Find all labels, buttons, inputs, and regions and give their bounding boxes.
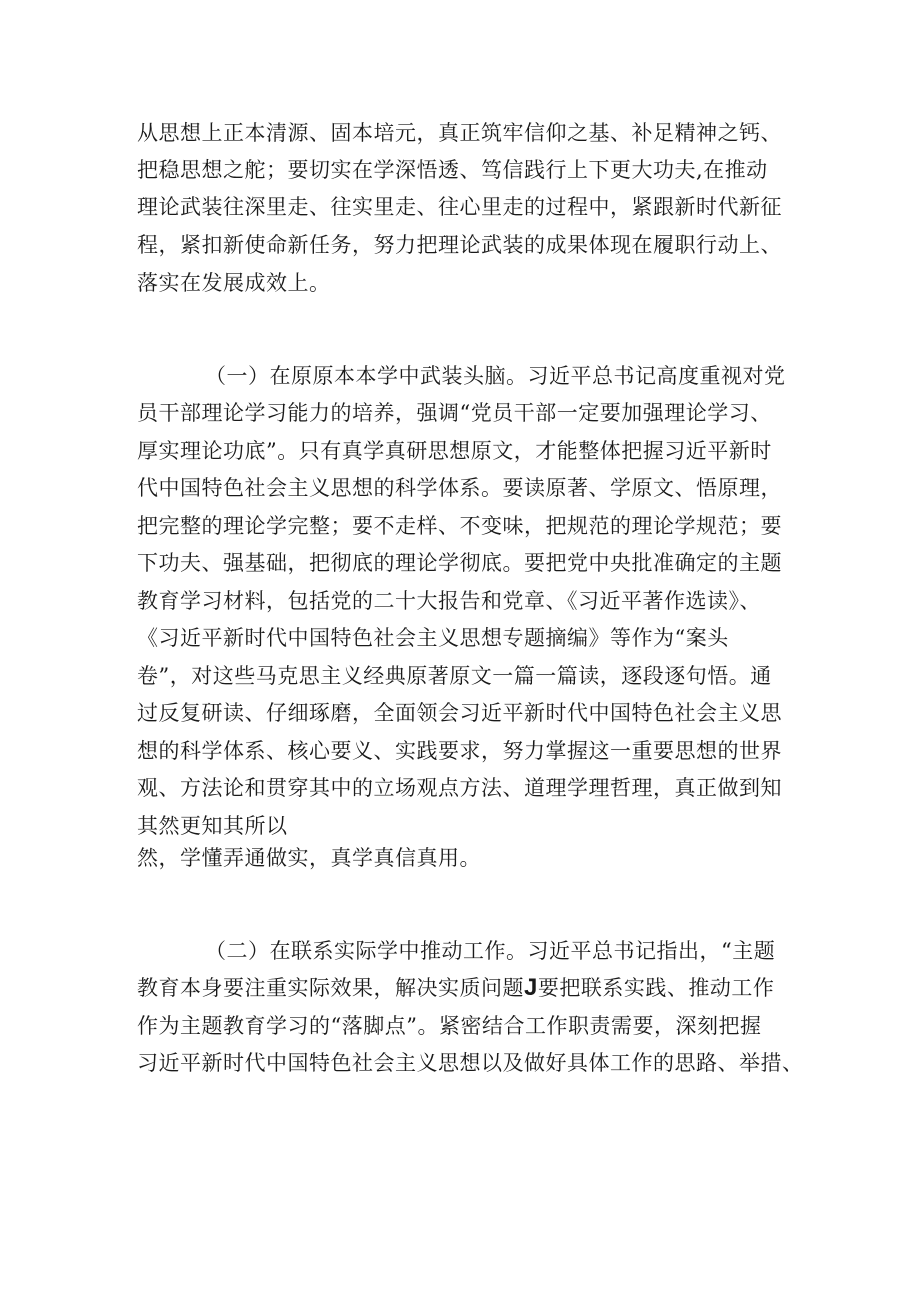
section-one-line-11: 想的科学体系、核心要义、实践要求，努力掌握这一重要思想的世界 — [137, 739, 782, 763]
section-one-line-9: 卷”，对这些马克思主义经典原著原文一篇一篇读，逐段逐句悟。通 — [137, 664, 772, 688]
intro-line-3: 理论武装往深里走、往实里走、往心里走的过程中，紧跟新时代新征 — [137, 195, 782, 219]
section-one-line-12: 观、方法论和贯穿其中的立场观点方法、道理学理哲理，真正做到知 — [137, 776, 782, 800]
section-one-line-3: 厚实理论功底”。只有真学真研思想原文，才能整体把握习近平新时 — [137, 439, 772, 463]
section-one-line-6: 下功夫、强基础，把彻底的理论学彻底。要把党中央批准确定的主题 — [137, 551, 782, 575]
section-one-line-2: 员干部理论学习能力的培养，强调“党员干部一定要加强理论学习、 — [137, 401, 772, 425]
section-one-line-4: 代中国特色社会主义思想的科学体系。要读原著、学原文、悟原理， — [137, 476, 782, 500]
section-one-line-13: 其然更知其所以 — [137, 814, 288, 838]
section-two-line-4: 习近平新时代中国特色社会主义思想以及做好具体工作的思路、举措、 — [137, 1051, 804, 1075]
section-two-line-2-text-b: 要把联系实践、推动工作 — [537, 976, 775, 1000]
intro-line-1: 从思想上正本清源、固本培元，真正筑牢信仰之基、补足精神之钙、 — [137, 121, 782, 145]
intro-line-4: 程，紧扣新使命新任务，努力把理论武装的成果体现在履职行动上、 — [137, 233, 782, 257]
ocr-artifact-glyph: J — [524, 974, 538, 1001]
section-two-line-2 — [137, 973, 774, 1003]
section-one-line-10: 过反复研读、仔细琢磨，全面领会习近平新时代中国特色社会主义思 — [137, 701, 782, 725]
section-one-line-1: （一）在原原本本学中武装头脑。习近平总书记高度重视对党 — [205, 364, 786, 388]
section-one-line-7: 教育学习材料，包括党的二十大报告和党章、《习近平著作选读》、 — [137, 589, 761, 613]
section-one-line-14: 然，学懂弄通做实，真学真信真用。 — [137, 846, 481, 870]
intro-line-5: 落实在发展成效上。 — [137, 271, 331, 295]
intro-line-2: 把稳思想之舵；要切实在学深悟透、笃信践行上下更大功夫,在推动 — [137, 158, 768, 182]
section-one-line-5: 把完整的理论学完整；要不走样、不变味，把规范的理论学规范；要 — [137, 514, 782, 538]
section-two-line-3: 作为主题教育学习的“落脚点”。紧密结合工作职责需要，深刻把握 — [137, 1014, 762, 1038]
section-two-line-2-text-a: 教育本身要注重实际效果，解决实质问题 — [137, 976, 524, 1000]
section-one-line-8: 《习近平新时代中国特色社会主义思想专题摘编》等作为“案头 — [137, 626, 729, 650]
section-two-line-1: （二）在联系实际学中推动工作。习近平总书记指出，“主题 — [205, 939, 776, 963]
